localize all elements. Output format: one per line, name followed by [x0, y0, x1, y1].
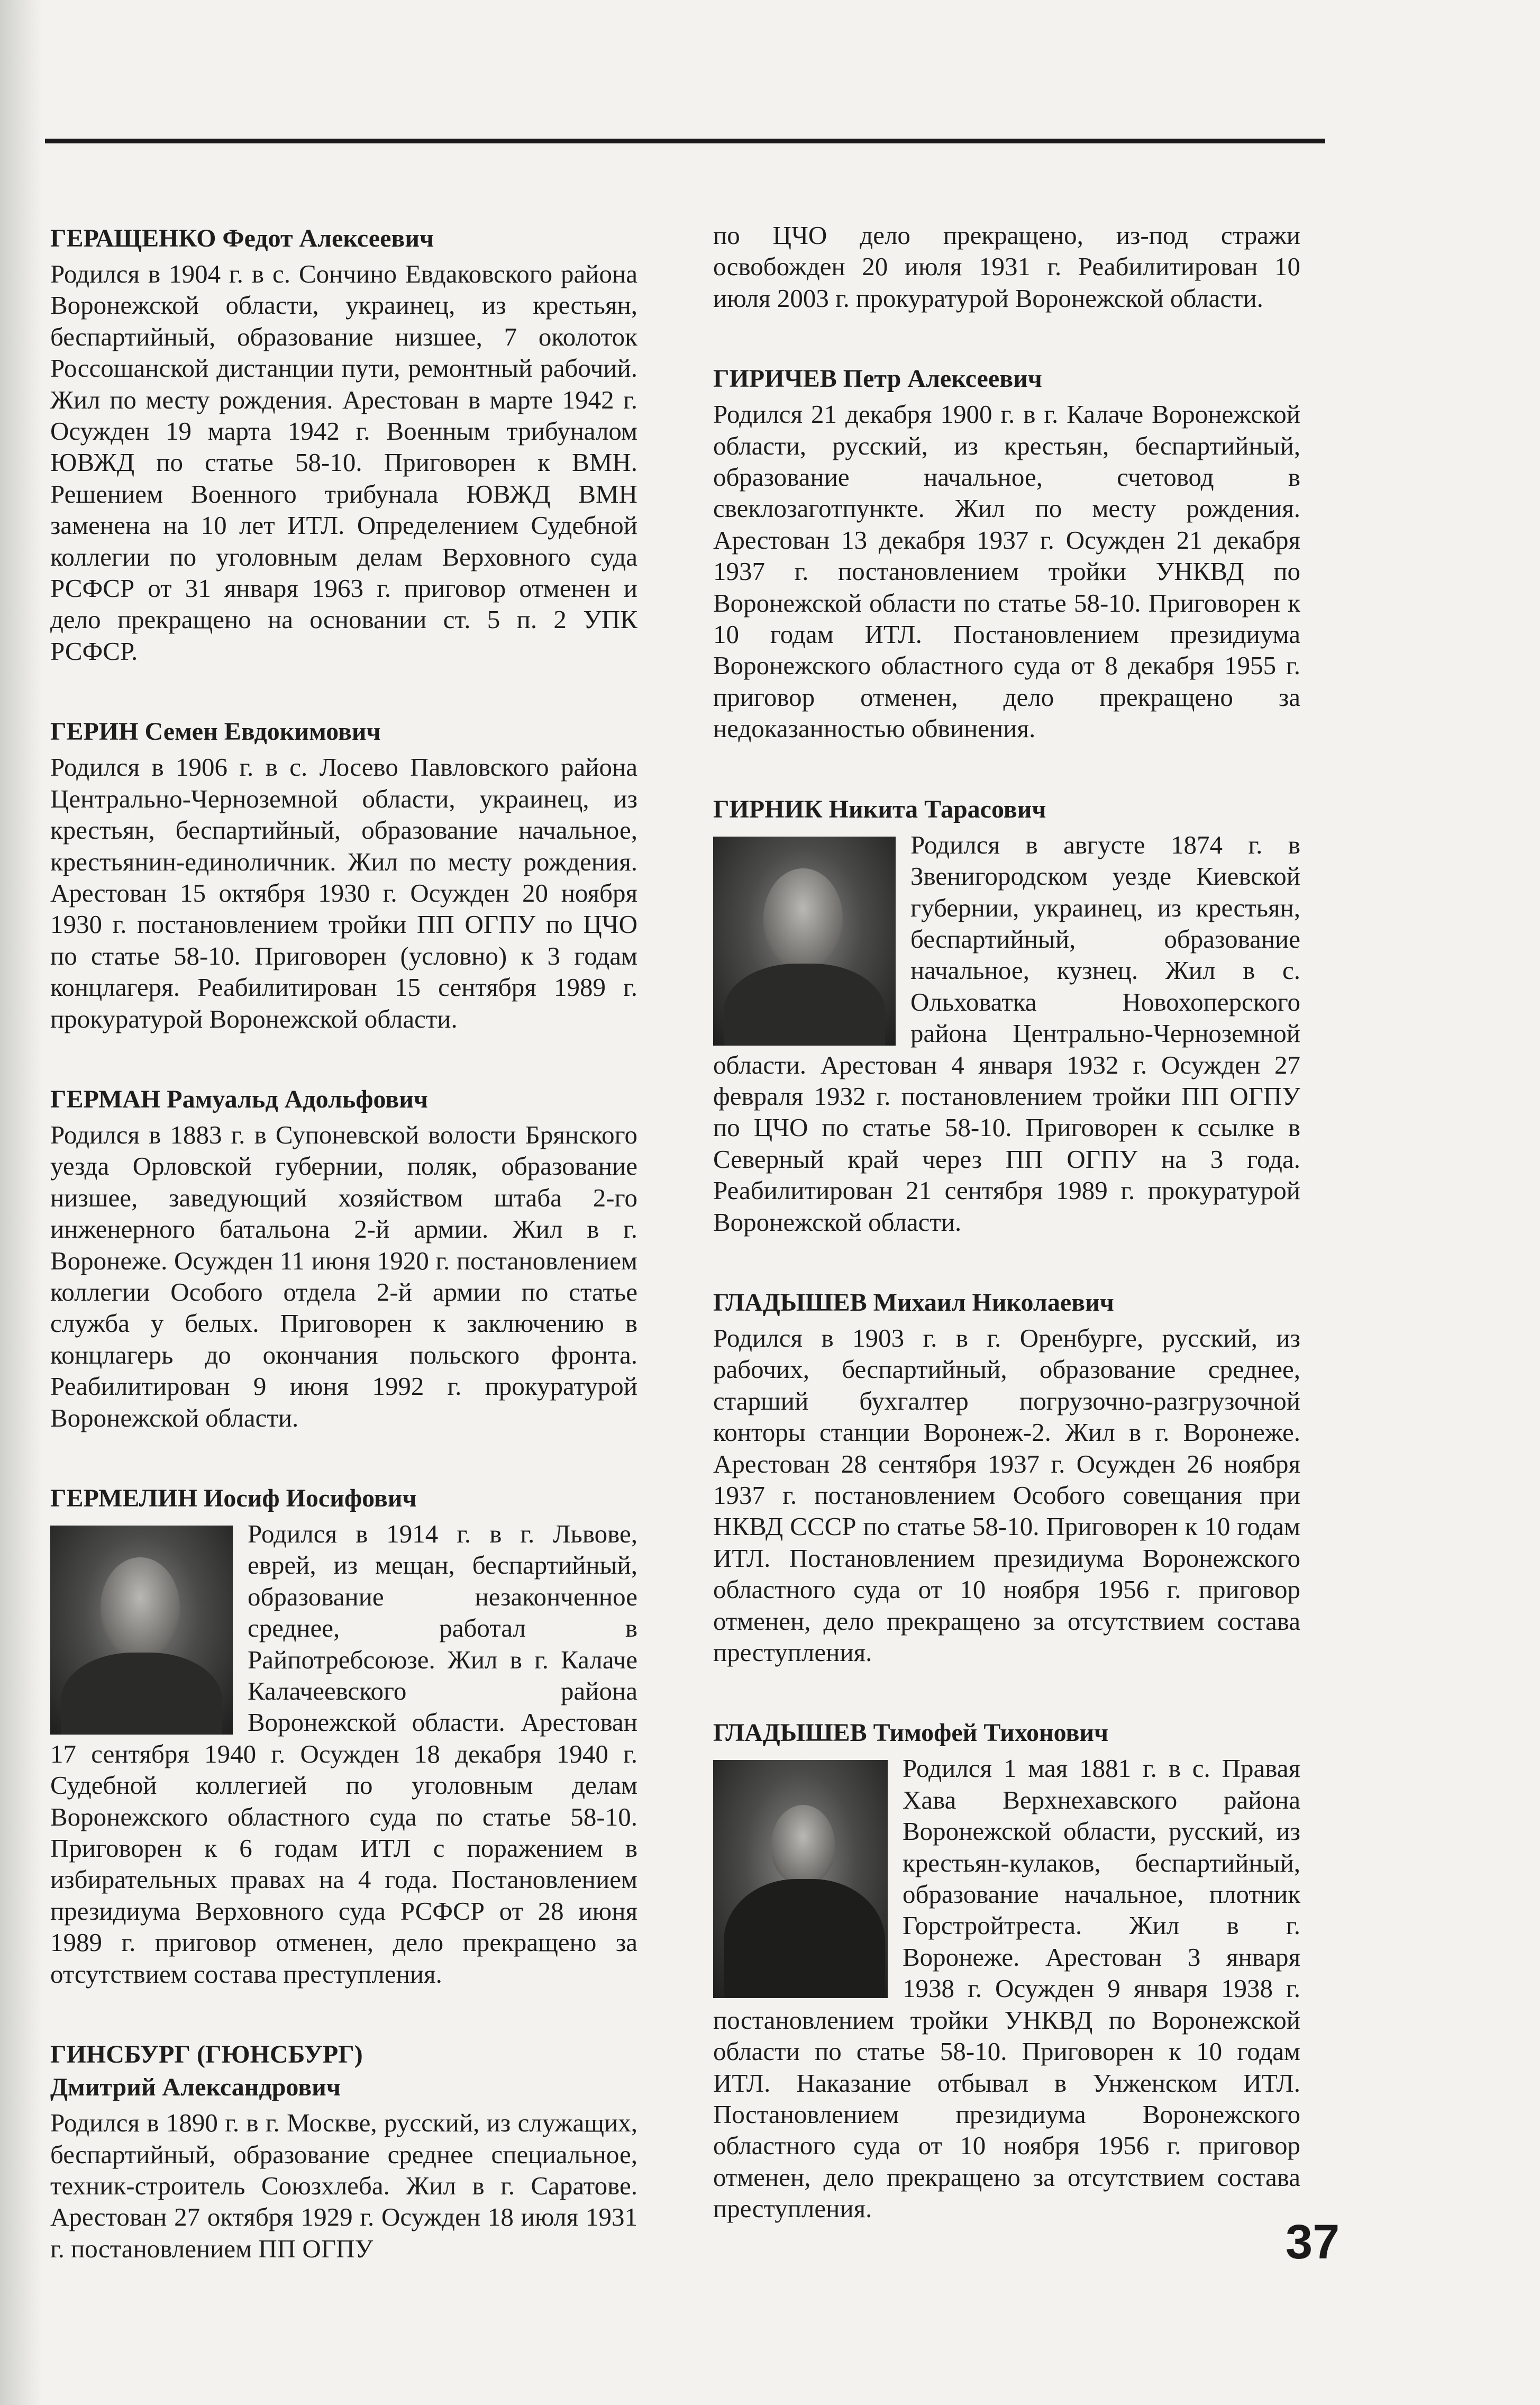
entry-name: ГИРНИК Никита Тарасович	[713, 795, 1046, 823]
entry-name	[50, 2038, 637, 2104]
entry-text: Родился в 1903 г. в г. Оренбурге, русский, из рабочих, беспартийный, образование среднее, старший бухгалтер погрузочно-разгрузочной конторы станции Воронеж-2. Жил в г. Воронеже. Арестован 28 сентября 1937 г. Осужден 26 ноября 1937 г. постановлением Особого совещания при НКВД СССР по статье 58-10. Приговорен к 10 годам ИТЛ. Постановлением президиума Воронежского областного суда от 10 ноября 1956 г. приговор отменен, дело прекращено за отсутствием состава преступления.	[713, 1323, 1300, 1667]
portrait-body-shape	[61, 1653, 222, 1735]
entry-text: Родился в 1904 г. в с. Сончино Евдаковского района Воронежской области, украинец, из крестьян, беспартийный, образование низшее, 7 околоток Россошанской дистанции пути, ремонтный рабочий. Жил по месту рождения. Арестован в марте 1942 г. Осужден 19 марта 1942 г. Военным трибуналом ЮВЖД по статье 58-10. Приговорен к ВМН. Решением Военного трибунала ЮВЖД ВМН заменена на 10 лет ИТЛ. Определением Судебной коллегии по уголовным делам Верховного суда РСФСР от 31 января 1963 г. приговор отменен и дело прекращено на основании ст. 5 п. 2 УПК РСФСР.	[50, 259, 637, 666]
portrait-head-shape	[771, 1805, 835, 1884]
right-column	[713, 220, 1300, 2273]
entry-name: ГЕРАЩЕНКО Федот Алексеевич	[50, 224, 434, 252]
entry-text: Родился 21 декабря 1900 г. в г. Калаче Воронежской области, русский, из крестьян, беспартийный, образование начальное, счетовод в свеклозаготпункте. Жил по месту рождения. Арестован 13 декабря 1937 г. Осужден 21 декабря 1937 г. постановлением тройки УНКВД по Воронежской области по статье 58-10. Приговорен к 10 годам ИТЛ. Постановлением президиума Воронежского областного суда от 8 декабря 1955 г. приговор отменен, дело прекращено за недоказанностью обвинения.	[713, 400, 1300, 743]
biography-entry	[713, 1286, 1300, 1668]
biography-entry	[50, 1083, 637, 1433]
biography-entry	[50, 715, 637, 1034]
entry-name: ГЕРИН Семен Евдокимович	[50, 718, 381, 746]
entry-name: ГИРИЧЕВ Петр Алексеевич	[713, 365, 1042, 393]
portrait-body-shape	[724, 1879, 885, 1998]
biography-entry	[713, 362, 1300, 744]
biography-entry	[713, 1717, 1300, 2224]
portrait-photo	[713, 1760, 888, 1998]
entry-name: ГЛАДЫШЕВ Михаил Николаевич	[713, 1288, 1114, 1317]
entry-text: Родился в августе 1874 г. в Звенигородском уезде Киевской губернии, украинец, из крестьян, беспартийный, образование начальное, кузнец. Жил в с. Ольховатка Новохоперского района Центрально-Черноземной области. Арестован 4 января 1932 г. Осужден 27 февраля 1932 г. постановлением тройки ПП ОГПУ по ЦЧО по статье 58-10. Приговорен к ссылке в Северный край через ПП ОГПУ на 3 года. Реабилитирован 21 сентября 1989 г. прокуратурой Воронежской области.	[713, 830, 1300, 1237]
portrait-head-shape	[101, 1557, 180, 1658]
entry-name: ГЕРМАН Рамуальд Адольфович	[50, 1085, 428, 1113]
left-column	[50, 222, 637, 2313]
page-number: 37	[1286, 2215, 1340, 2269]
entry-text: Родился в 1890 г. в г. Москве, русский, из служащих, беспартийный, образование среднее специальное, техник-строитель Союзхлеба. Жил в г. Саратове. Арестован 27 октября 1929 г. Осужден 18 июля 1931 г. постановлением ПП ОГПУ	[50, 2108, 637, 2263]
biography-entry	[50, 1482, 637, 1990]
page-binding-shadow	[0, 0, 42, 2405]
header-rule	[45, 139, 1325, 143]
entry-name: ГЛАДЫШЕВ Тимофей Тихонович	[713, 1719, 1109, 1747]
portrait-photo	[50, 1526, 233, 1735]
continued-entry-text: по ЦЧО дело прекращено, из-под стражи освобожден 20 июля 1931 г. Реабилитирован 10 июля 2003 г. прокуратурой Воронежской области.	[713, 221, 1300, 313]
entry-text: Родился в 1906 г. в с. Лосево Павловского района Центрально-Черноземной области, украинец, из крестьян, беспартийный, образование начальное, крестьянин-единоличник. Жил по месту рождения. Арестован 15 октября 1930 г. Осужден 20 ноября 1930 г. постановлением тройки ПП ОГПУ по ЦЧО по статье 58-10. Приговорен (условно) к 3 годам концлагеря. Реабилитирован 15 сентября 1989 г. прокуратурой Воронежской области.	[50, 752, 637, 1033]
portrait-photo	[713, 837, 896, 1046]
biography-entry	[50, 2038, 637, 2264]
portrait-head-shape	[763, 868, 843, 969]
entry-text: Родился в 1883 г. в Супоневской волости Брянского уезда Орловской губернии, поляк, образование низшее, заведующий хозяйством штаба 2-го инженерного батальона 2-й армии. Жил в г. Воронеже. Осужден 11 июня 1920 г. постановлением коллегии Особого отдела 2-й армии по статье служба у белых. Приговорен к заключению в концлагерь до окончания польского фронта. Реабилитирован 9 июня 1992 г. прокуратурой Воронежской области.	[50, 1120, 637, 1432]
entry-name: ГЕРМЕЛИН Иосиф Иосифович	[50, 1484, 417, 1512]
entry-text: Родился 1 мая 1881 г. в с. Правая Хава Верхнехавского района Воронежской области, русский, из крестьян-кулаков, беспартийный, образование начальное, плотник Горстройтреста. Жил в г. Воронеже. Арестован 3 января 1938 г. Осужден 9 января 1938 г. постановлением тройки УНКВД по Воронежской области по статье 58-10. Приговорен к 10 годам ИТЛ. Наказание отбывал в Унженском ИТЛ. Постановлением президиума Воронежского областного суда от 10 ноября 1956 г. приговор отменен, дело прекращено за отсутствием состава преступления.	[713, 1754, 1300, 2224]
entry-name-line: Дмитрий Александрович	[50, 2073, 341, 2102]
portrait-body-shape	[724, 964, 885, 1046]
entry-text: Родился в 1914 г. в г. Львове, еврей, из мещан, беспартийный, образование незаконченное среднее, работал в Райпотребсоюзе. Жил в г. Калаче Калачеевского района Воронежской области. Арестован 17 сентября 1940 г. Осужден 18 декабря 1940 г. Судебной коллегией по уголовным делам Воронежского областного суда по статье 58-10. Приговорен к 6 годам ИТЛ с поражением в избирательных правах на 4 года. Постановлением президиума Верховного суда РСФСР от 28 июня 1989 г. приговор отменен, дело прекращено за отсутствием состава преступления.	[50, 1519, 637, 1989]
biography-entry	[50, 222, 637, 667]
biography-entry	[713, 793, 1300, 1238]
entry-name-line: ГИНСБУРГ (ГЮНСБУРГ)	[50, 2040, 363, 2069]
